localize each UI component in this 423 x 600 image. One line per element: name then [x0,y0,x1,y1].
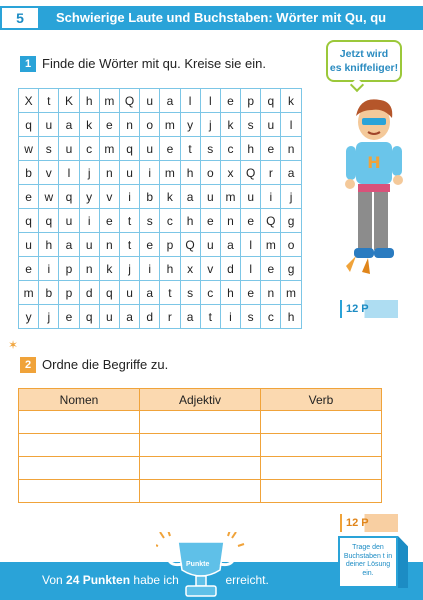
table-row [19,411,382,434]
grid-letter[interactable]: e [220,89,240,113]
grid-letter[interactable]: h [180,209,200,233]
grid-letter[interactable]: n [99,233,119,257]
grid-letter[interactable]: e [99,113,119,137]
speech-bubble [326,40,402,82]
grid-letter[interactable]: s [140,209,160,233]
grid-letter[interactable]: q [99,281,119,305]
table-cell[interactable] [140,411,261,434]
grid-letter[interactable]: h [241,137,261,161]
grid-letter[interactable]: a [180,305,200,329]
table-cell[interactable] [19,434,140,457]
grid-letter[interactable]: y [19,305,39,329]
table-row [19,457,382,480]
grid-letter[interactable]: m [160,113,180,137]
grid-letter[interactable]: g [281,209,301,233]
star-icon: ✶ [8,338,19,352]
grid-letter[interactable]: s [180,281,200,305]
table-row [19,480,382,503]
header-bar [0,6,423,30]
grid-letter[interactable]: m [261,233,281,257]
grid-letter[interactable]: e [19,257,39,281]
note-corner [398,536,408,588]
sorting-table [18,388,382,503]
grid-letter[interactable]: b [140,185,160,209]
grid-letter[interactable]: q [261,89,281,113]
grid-letter[interactable]: o [140,113,160,137]
grid-letter[interactable]: i [39,257,59,281]
word-search-grid [18,88,302,329]
grid-letter[interactable]: s [39,137,59,161]
grid-letter[interactable]: j [39,305,59,329]
grid-letter[interactable]: u [119,281,139,305]
grid-letter[interactable]: q [19,113,39,137]
grid-letter[interactable]: a [140,281,160,305]
grid-letter[interactable]: a [281,161,301,185]
grid-letter[interactable]: i [119,185,139,209]
grid-letter[interactable]: h [281,305,301,329]
grid-row [19,257,302,281]
grid-letter[interactable]: u [79,233,99,257]
table-cell[interactable] [261,457,382,480]
column-header-adjektiv: Adjektiv [140,389,261,411]
grid-row [19,89,302,113]
page-title: Schwierige Laute und Buchstaben: Wörter mit Qu, qu [56,10,387,25]
grid-letter[interactable]: e [241,209,261,233]
grid-row [19,281,302,305]
grid-letter[interactable]: h [160,257,180,281]
grid-letter[interactable]: n [220,209,240,233]
task-2-points: 12 P [340,514,398,532]
grid-letter[interactable]: k [220,113,240,137]
grid-letter[interactable]: v [39,161,59,185]
grid-letter[interactable]: a [220,233,240,257]
grid-letter[interactable]: u [140,89,160,113]
grid-letter[interactable]: p [59,257,79,281]
grid-letter[interactable]: e [261,257,281,281]
grid-letter[interactable]: b [19,161,39,185]
grid-letter[interactable]: u [59,137,79,161]
grid-letter[interactable]: a [160,89,180,113]
grid-letter[interactable]: u [140,137,160,161]
grid-letter[interactable]: q [19,209,39,233]
grid-letter[interactable]: l [200,89,220,113]
grid-letter[interactable]: q [39,209,59,233]
grid-letter[interactable]: s [241,113,261,137]
grid-letter[interactable]: o [200,161,220,185]
boy-illustration [336,96,412,286]
grid-letter[interactable]: l [59,161,79,185]
grid-letter[interactable]: k [160,185,180,209]
grid-letter[interactable]: h [79,89,99,113]
trophy-label: Punkte [186,561,210,568]
grid-letter[interactable]: x [220,161,240,185]
grid-letter[interactable]: m [160,161,180,185]
grid-letter[interactable]: l [241,233,261,257]
grid-letter[interactable]: e [261,137,281,161]
grid-letter[interactable]: c [261,305,281,329]
grid-letter[interactable]: k [99,257,119,281]
summary-points: 24 Punkten [66,573,131,587]
grid-letter[interactable]: b [39,281,59,305]
grid-letter[interactable]: i [220,305,240,329]
grid-letter[interactable]: Q [119,89,139,113]
grid-letter[interactable]: t [119,209,139,233]
grid-letter[interactable]: i [79,209,99,233]
grid-letter[interactable]: t [200,305,220,329]
table-cell[interactable] [19,411,140,434]
grid-letter[interactable]: n [281,137,301,161]
grid-letter[interactable]: x [180,257,200,281]
table-row [19,434,382,457]
speech-line-1: Jetzt wird [339,48,389,60]
grid-letter[interactable]: e [241,281,261,305]
grid-letter[interactable]: u [241,185,261,209]
grid-letter[interactable]: r [261,161,281,185]
table-cell[interactable] [261,434,382,457]
grid-letter[interactable]: m [19,281,39,305]
grid-letter[interactable]: d [140,305,160,329]
grid-letter[interactable]: n [261,281,281,305]
grid-letter[interactable]: e [19,185,39,209]
solution-note: Trage den Buchstaben t in deiner Lösung ein. [338,536,398,588]
grid-row [19,113,302,137]
grid-letter[interactable]: u [261,113,281,137]
grid-letter[interactable]: y [180,113,200,137]
grid-letter[interactable]: j [200,113,220,137]
grid-letter[interactable]: g [281,257,301,281]
grid-letter[interactable]: u [200,233,220,257]
grid-letter[interactable]: k [79,113,99,137]
grid-row [19,209,302,233]
grid-letter[interactable]: i [140,161,160,185]
grid-letter[interactable]: d [79,281,99,305]
grid-letter[interactable]: p [241,89,261,113]
grid-letter[interactable]: h [39,233,59,257]
column-header-verb: Verb [261,389,382,411]
grid-letter[interactable]: t [119,233,139,257]
summary-suffix: erreicht. [222,573,269,587]
task-2-instruction: Ordne die Begriffe zu. [42,357,169,372]
grid-letter[interactable]: n [119,113,139,137]
grid-letter[interactable]: p [160,233,180,257]
grid-row [19,137,302,161]
grid-row [19,185,302,209]
table-cell[interactable] [140,457,261,480]
grid-letter[interactable]: q [79,305,99,329]
grid-letter[interactable]: n [99,161,119,185]
grid-row [19,161,302,185]
grid-letter[interactable]: u [119,161,139,185]
grid-row [19,233,302,257]
column-header-nomen: Nomen [19,389,140,411]
summary-middle: habe ich [130,573,183,587]
grid-letter[interactable]: t [39,89,59,113]
grid-letter[interactable]: e [200,209,220,233]
grid-letter[interactable]: a [119,305,139,329]
grid-letter[interactable]: v [99,185,119,209]
table-cell[interactable] [19,480,140,503]
grid-letter[interactable]: s [241,305,261,329]
grid-letter[interactable]: Q [241,161,261,185]
grid-letter[interactable]: Q [261,209,281,233]
grid-letter[interactable]: u [39,113,59,137]
svg-text:H: H [367,153,381,172]
grid-letter[interactable]: m [220,185,240,209]
grid-letter[interactable]: l [241,257,261,281]
grid-letter[interactable]: m [99,89,119,113]
grid-letter[interactable]: l [281,113,301,137]
grid-letter[interactable]: l [180,89,200,113]
speech-line-2: es kniffeliger! [329,62,399,74]
grid-letter[interactable]: d [220,257,240,281]
grid-letter[interactable]: j [79,161,99,185]
grid-letter[interactable]: q [59,185,79,209]
grid-letter[interactable]: v [200,257,220,281]
grid-letter[interactable]: i [140,257,160,281]
grid-letter[interactable]: e [160,137,180,161]
grid-letter[interactable]: j [281,185,301,209]
grid-letter[interactable]: q [119,137,139,161]
grid-letter[interactable]: c [200,281,220,305]
grid-letter[interactable]: K [59,89,79,113]
grid-letter[interactable]: m [99,137,119,161]
grid-letter[interactable]: e [99,209,119,233]
table-cell[interactable] [140,434,261,457]
grid-letter[interactable]: c [79,137,99,161]
grid-letter[interactable]: y [79,185,99,209]
grid-letter[interactable]: r [160,305,180,329]
grid-letter[interactable]: a [59,233,79,257]
grid-letter[interactable]: m [281,281,301,305]
grid-row [19,305,302,329]
grid-letter[interactable]: u [59,209,79,233]
grid-letter[interactable]: Q [180,233,200,257]
task-2-number: 2 [20,357,36,373]
task-1-points: 12 P [340,300,398,318]
grid-letter[interactable]: e [59,305,79,329]
summary-prefix: Von [42,573,67,587]
grid-letter[interactable]: X [19,89,39,113]
grid-letter[interactable]: k [281,89,301,113]
grid-letter[interactable]: p [59,281,79,305]
task-1-instruction: Finde die Wörter mit qu. Kreise sie ein. [42,56,266,71]
table-cell[interactable] [140,480,261,503]
grid-letter[interactable]: c [160,209,180,233]
grid-letter[interactable]: u [99,305,119,329]
grid-letter[interactable]: a [59,113,79,137]
task-1-number: 1 [20,56,36,72]
table-cell[interactable] [261,411,382,434]
table-cell[interactable] [19,457,140,480]
grid-letter[interactable]: e [140,233,160,257]
grid-letter[interactable]: u [19,233,39,257]
grid-letter[interactable]: s [200,137,220,161]
grid-letter[interactable]: h [180,161,200,185]
grid-letter[interactable]: u [200,185,220,209]
score-summary [42,573,269,587]
grid-letter[interactable]: a [180,185,200,209]
grid-letter[interactable]: i [261,185,281,209]
grid-letter[interactable]: o [281,233,301,257]
grid-letter[interactable]: w [39,185,59,209]
grid-letter[interactable]: t [160,281,180,305]
grid-letter[interactable]: t [180,137,200,161]
page-number: 5 [0,6,40,30]
table-cell[interactable] [261,480,382,503]
grid-letter[interactable]: j [119,257,139,281]
grid-letter[interactable]: w [19,137,39,161]
grid-letter[interactable]: h [220,281,240,305]
grid-letter[interactable]: n [79,257,99,281]
grid-letter[interactable]: c [220,137,240,161]
